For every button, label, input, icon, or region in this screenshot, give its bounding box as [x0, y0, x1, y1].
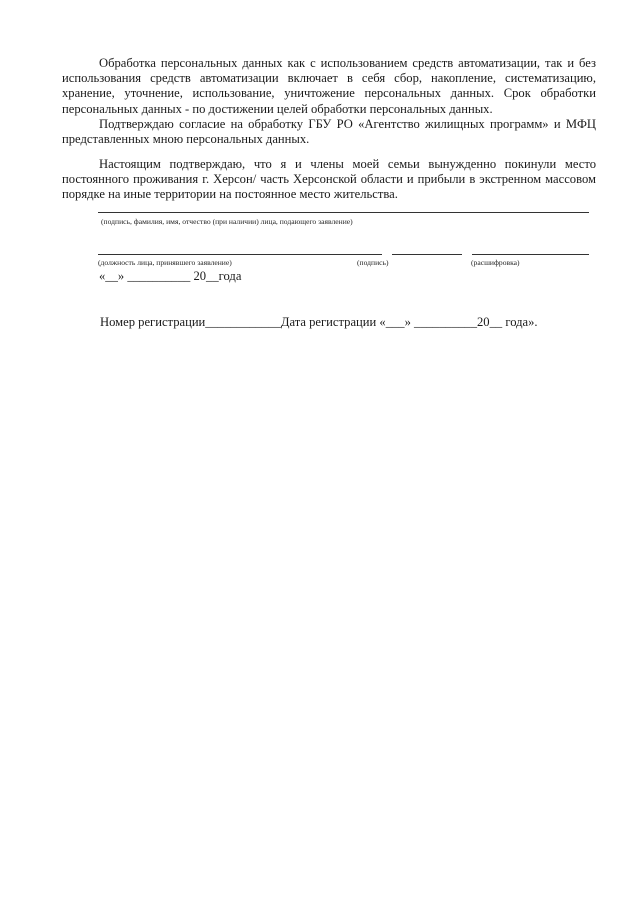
registration-line: Номер регистрации____________Дата регистрации «___» __________20__ года».	[100, 315, 538, 329]
signature-date-line: «__» __________ 20__года	[99, 269, 242, 283]
position-caption: (должность лица, принявшего заявление)	[98, 258, 232, 267]
confirmation-paragraph: Настоящим подтверждаю, что я и члены моей семьи вынужденно покинули место постоянного проживания г. Херсон/ часть Херсонской области и прибыли в экстренном массовом порядке на иные территории на постоянное место жительства.	[62, 157, 596, 202]
decode-line	[472, 254, 589, 255]
consent-paragraph: Подтверждаю согласие на обработку ГБУ РО «Агентство жилищных программ» и МФЦ представленных мною персональных данных.	[62, 117, 596, 147]
decode-caption: (расшифровка)	[471, 258, 520, 267]
applicant-signature-caption: (подпись, фамилия, имя, отчество (при наличии) лица, подающего заявление)	[101, 217, 353, 226]
position-line	[98, 254, 382, 255]
processing-paragraph: Обработка персональных данных как с использованием средств автоматизации, так и без использования средств автоматизации включает в себя сбор, накопление, систематизацию, хранение, уточнение, использование, уничтожение персональных данных. Срок обработки персональных данных - по достижении целей обработки персональных данных.	[62, 56, 596, 116]
sign-line	[392, 254, 462, 255]
sign-caption: (подпись)	[357, 258, 389, 267]
applicant-signature-line	[98, 212, 589, 213]
